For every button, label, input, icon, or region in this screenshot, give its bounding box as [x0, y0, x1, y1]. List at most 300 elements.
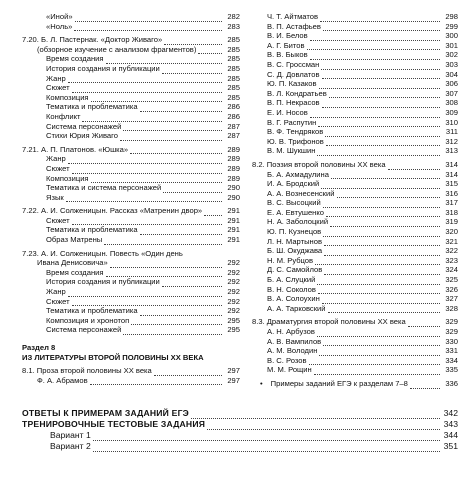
- toc-entry-page: 285: [227, 92, 240, 102]
- dot-leader: [319, 82, 440, 89]
- toc-entry[interactable]: [22, 235, 240, 245]
- toc-entry[interactable]: [22, 216, 240, 226]
- toc-entry[interactable]: [22, 164, 240, 174]
- toc-entry[interactable]: [252, 285, 458, 295]
- toc-entry[interactable]: [252, 304, 458, 314]
- toc-entry-page: 291: [227, 206, 240, 216]
- toc-entry-page: 314: [445, 169, 458, 179]
- toc-entry-page: 291: [227, 215, 240, 225]
- toc-entry[interactable]: [252, 198, 458, 208]
- toc-entry-title: А. А. Вознесенский: [267, 188, 335, 198]
- toc-entry-page: 329: [445, 317, 458, 327]
- toc-entry-title: Сюжет: [46, 215, 70, 225]
- toc-entry-page: 301: [445, 40, 458, 50]
- dot-leader: [329, 91, 440, 98]
- toc-entry[interactable]: [252, 170, 458, 180]
- toc-entry[interactable]: [252, 22, 458, 32]
- toc-entry-title: Композиция: [46, 173, 89, 183]
- toc-entry-title: Б. А. Ахмадулина: [267, 169, 329, 179]
- toc-entry-title: В. П. Астафьев: [267, 21, 321, 31]
- dot-leader: [310, 34, 440, 41]
- toc-entry[interactable]: [252, 265, 458, 275]
- toc-entry-page: 286: [227, 111, 240, 121]
- toc-entry[interactable]: [252, 208, 458, 218]
- toc-entry[interactable]: [252, 118, 458, 128]
- toc-entry-page: 291: [227, 235, 240, 245]
- toc-entry[interactable]: [22, 316, 240, 326]
- dot-leader: [72, 299, 222, 306]
- toc-entry[interactable]: [252, 237, 458, 247]
- dot-leader: [110, 261, 222, 268]
- toc-entry-page: 287: [227, 131, 240, 141]
- dot-leader: [93, 445, 440, 452]
- toc-entry-page: 299: [445, 21, 458, 31]
- toc-entry[interactable]: [252, 31, 458, 41]
- toc-entry-page: 311: [445, 127, 458, 137]
- toc-entry-title: В. Ф. Тендряков: [267, 127, 324, 137]
- toc-entry-page: 285: [227, 44, 240, 54]
- toc-entry[interactable]: [22, 12, 240, 22]
- toc-entry-title: Б. А. Слуцкий: [267, 275, 316, 285]
- toc-entry-title: Вариант 2: [50, 441, 91, 451]
- dot-leader: [198, 47, 222, 54]
- dot-leader: [326, 210, 440, 217]
- toc-entry-page: 351: [443, 441, 458, 451]
- dot-leader: [207, 423, 440, 430]
- toc-entry-title: Н. А. Заболоцкий: [267, 217, 329, 227]
- toc-entry[interactable]: [22, 131, 240, 141]
- dot-leader: [331, 172, 440, 179]
- toc-entry[interactable]: [252, 79, 458, 89]
- dot-leader: [72, 86, 222, 93]
- toc-entry-title: Время создания: [46, 54, 104, 64]
- toc-entry[interactable]: [252, 98, 458, 108]
- toc-entry-page: 286: [227, 102, 240, 112]
- dot-leader: [323, 230, 440, 237]
- toc-entry[interactable]: [22, 112, 240, 122]
- toc-entry-page: 285: [227, 35, 240, 45]
- toc-entry-title: Конфликт: [46, 111, 81, 121]
- toc-entry[interactable]: [22, 93, 240, 103]
- toc-entry[interactable]: [22, 83, 240, 93]
- dot-leader: [388, 163, 440, 170]
- toc-entry[interactable]: [252, 89, 458, 99]
- toc-right-column: [252, 12, 458, 389]
- toc-entry-title: 7.23. А. И. Солженицын. Повесть «Один день: [22, 248, 183, 258]
- toc-entry-title: История создания и публикации: [46, 277, 160, 287]
- toc-entry-page: 317: [445, 198, 458, 208]
- toc-entry-title: Сюжет: [46, 296, 70, 306]
- toc-entry[interactable]: [22, 193, 240, 203]
- dot-leader: [307, 43, 440, 50]
- toc-entry-page: 310: [445, 117, 458, 127]
- toc-entry-page: 306: [445, 79, 458, 89]
- toc-entry-page: 291: [227, 225, 240, 235]
- toc-entry-title: Образ Матрены: [46, 235, 103, 245]
- toc-entry[interactable]: [252, 70, 458, 80]
- dot-leader: [310, 53, 440, 60]
- toc-entry[interactable]: [22, 297, 240, 307]
- toc-entry-title: В. Г. Распутин: [267, 117, 317, 127]
- section-title: ИЗ ЛИТЕРАТУРЫ ВТОРОЙ ПОЛОВИНЫ XX ВЕКА: [22, 352, 204, 362]
- toc-entry-title: А. Г. Битов: [267, 40, 305, 50]
- dot-leader: [90, 378, 222, 385]
- toc-entry[interactable]: [22, 22, 240, 32]
- toc-entry-title: В. С. Высоцкий: [267, 198, 321, 208]
- toc-entry-title: Тематика и проблематика: [46, 102, 138, 112]
- toc-entry[interactable]: [22, 325, 240, 335]
- toc-entry-title: Жанр: [46, 154, 66, 164]
- dot-leader: [106, 270, 223, 277]
- toc-entry[interactable]: [22, 64, 240, 74]
- toc-entry-page: 330: [445, 336, 458, 346]
- toc-entry[interactable]: [252, 146, 458, 156]
- toc-entry-title: «Иной»: [46, 12, 73, 21]
- dot-leader: [315, 258, 440, 265]
- toc-entry[interactable]: [22, 183, 240, 193]
- dot-leader: [326, 139, 440, 146]
- toc-entry-title: В. И. Белов: [267, 31, 308, 41]
- toc-entry[interactable]: [22, 249, 240, 259]
- toc-entry[interactable]: [22, 376, 240, 386]
- dot-leader: [310, 111, 440, 118]
- section-label: Раздел 8: [22, 343, 56, 352]
- toc-entry-page: 292: [227, 296, 240, 306]
- dot-leader: [309, 358, 440, 365]
- toc-entry-title: Н. М. Рубцов: [267, 255, 314, 265]
- toc-entry-page: 304: [445, 69, 458, 79]
- dot-leader: [317, 278, 440, 285]
- toc-entry[interactable]: [252, 127, 458, 137]
- toc-entry[interactable]: [22, 268, 240, 278]
- toc-entry-title: • Примеры заданий ЕГЭ к разделам 7–8: [260, 379, 408, 389]
- toc-entry[interactable]: [252, 256, 458, 266]
- toc-entry-page: 323: [445, 255, 458, 265]
- dot-leader: [140, 228, 222, 235]
- toc-entry-title: С. Д. Довлатов: [267, 69, 320, 79]
- toc-entry-title: Язык: [46, 192, 64, 202]
- toc-bottom-block: [22, 408, 458, 452]
- toc-entry-page: 283: [227, 21, 240, 31]
- dot-leader: [123, 124, 222, 131]
- toc-entry-page: 292: [227, 277, 240, 287]
- toc-entry-page: 322: [445, 246, 458, 256]
- toc-entry-title: ТРЕНИРОВОЧНЫЕ ТЕСТОВЫЕ ЗАДАНИЯ: [22, 419, 206, 429]
- toc-entry-page: 318: [445, 207, 458, 217]
- toc-entry[interactable]: [252, 294, 458, 304]
- dot-leader: [318, 287, 440, 294]
- toc-entry[interactable]: [22, 174, 240, 184]
- toc-entry-title: В. В. Быков: [267, 50, 308, 60]
- toc-entry-title: 8.3. Драматургия второй половины XX века: [252, 317, 406, 327]
- toc-entry-title: 7.22. А. И. Солженицын. Рассказ «Матренин двор»: [22, 206, 203, 216]
- toc-entry[interactable]: [252, 50, 458, 60]
- toc-entry-title: Жанр: [46, 287, 66, 297]
- toc-entry[interactable]: [22, 408, 458, 419]
- dot-leader: [324, 268, 440, 275]
- toc-entry-page: 308: [445, 98, 458, 108]
- toc-entry-page: 292: [227, 267, 240, 277]
- toc-entry-page: 309: [445, 107, 458, 117]
- toc-entry-title: 8.1. Проза второй половины XX века: [22, 366, 152, 376]
- toc-entry[interactable]: [22, 225, 240, 235]
- toc-entry-title: История создания и публикации: [46, 63, 160, 73]
- toc-entry-page: 329: [445, 327, 458, 336]
- toc-entry-title: Ф. А. Абрамов: [37, 375, 88, 385]
- dot-leader: [318, 120, 440, 127]
- toc-entry-title: В. Л. Кондратьев: [267, 88, 327, 98]
- dot-leader: [68, 76, 222, 83]
- toc-entry-page: 344: [443, 430, 458, 440]
- dot-leader: [130, 147, 222, 154]
- toc-entry-page: 315: [445, 179, 458, 189]
- toc-entry[interactable]: [22, 366, 240, 376]
- toc-entry-title: Ч. Т. Айтматов: [267, 12, 319, 21]
- dot-leader: [140, 105, 222, 112]
- toc-entry-title: «Ноль»: [46, 21, 73, 31]
- toc-entry-title: В. П. Некрасов: [267, 98, 320, 108]
- toc-entry-title: Л. Н. Мартынов: [267, 236, 322, 246]
- dot-leader: [82, 115, 222, 122]
- dot-leader: [324, 239, 440, 246]
- toc-left-column: [22, 12, 240, 385]
- toc-entry[interactable]: [22, 45, 240, 55]
- toc-entry[interactable]: [252, 337, 458, 347]
- dot-leader: [322, 72, 440, 79]
- toc-entry-page: 282: [227, 12, 240, 21]
- dot-leader: [68, 290, 222, 297]
- toc-entry-title: (обзорное изучение с анализом фрагментов): [37, 44, 197, 54]
- toc-entry[interactable]: [22, 122, 240, 132]
- toc-entry[interactable]: [22, 258, 240, 268]
- toc-entry[interactable]: [252, 108, 458, 118]
- toc-entry-page: 295: [227, 325, 240, 335]
- toc-entry-page: 285: [227, 73, 240, 83]
- toc-entry-page: 303: [445, 59, 458, 69]
- dot-leader: [337, 191, 441, 198]
- toc-entry[interactable]: [252, 60, 458, 70]
- toc-entry[interactable]: [22, 306, 240, 316]
- dot-leader: [328, 306, 441, 313]
- toc-entry[interactable]: [252, 227, 458, 237]
- toc-entry[interactable]: [22, 441, 458, 452]
- toc-entry-page: 325: [445, 275, 458, 285]
- dot-leader: [154, 369, 222, 376]
- dot-leader: [74, 24, 222, 31]
- toc-entry-page: 290: [227, 192, 240, 202]
- toc-entry[interactable]: [22, 102, 240, 112]
- toc-entry-title: Тематика и проблематика: [46, 225, 138, 235]
- toc-entry-page: 307: [445, 88, 458, 98]
- toc-entry-page: 312: [445, 136, 458, 146]
- toc-entry-title: 7.20. Б. Л. Пастернак. «Доктор Живаго»: [22, 35, 163, 45]
- toc-entry-title: Тематика и система персонажей: [46, 183, 162, 193]
- toc-entry-page: 313: [445, 146, 458, 156]
- toc-entry-title: Е. И. Носов: [267, 107, 308, 117]
- toc-entry-title: Тематика и проблематика: [46, 306, 138, 316]
- dot-leader: [323, 339, 440, 346]
- toc-entry-title: А. А. Тарковский: [267, 303, 326, 313]
- toc-entry[interactable]: [22, 206, 240, 216]
- toc-entry[interactable]: [22, 74, 240, 84]
- toc-entry[interactable]: [252, 365, 458, 375]
- toc-entry-page: 290: [227, 183, 240, 193]
- toc-entry[interactable]: [252, 379, 458, 389]
- toc-entry-title: 7.21. А. П. Платонов. «Юшка»: [22, 144, 129, 154]
- toc-entry-page: 297: [227, 366, 240, 376]
- toc-entry-title: Б. Ш. Окуджава: [267, 246, 323, 256]
- toc-entry-title: А. Н. Арбузов: [267, 327, 315, 336]
- dot-leader: [66, 195, 222, 202]
- dot-leader: [91, 176, 222, 183]
- dot-leader: [123, 328, 222, 335]
- toc-entry-page: 292: [227, 306, 240, 316]
- divider: [22, 404, 458, 405]
- dot-leader: [163, 186, 222, 193]
- toc-entry-page: 324: [445, 265, 458, 275]
- toc-entry-title: Ю. П. Казаков: [267, 79, 317, 89]
- toc-entry[interactable]: [22, 154, 240, 164]
- toc-entry-title: М. М. Рощин: [267, 365, 312, 375]
- dot-leader: [324, 249, 440, 256]
- toc-entry-page: 295: [227, 315, 240, 325]
- toc-entry[interactable]: [252, 356, 458, 366]
- toc-entry[interactable]: [22, 35, 240, 45]
- dot-leader: [162, 67, 222, 74]
- toc-entry-page: 297: [227, 375, 240, 385]
- dot-leader: [164, 38, 222, 45]
- toc-entry-title: ОТВЕТЫ К ПРИМЕРАМ ЗАДАНИЙ ЕГЭ: [22, 408, 189, 418]
- dot-leader: [162, 280, 222, 287]
- toc-entry-title: Время создания: [46, 267, 104, 277]
- toc-entry-page: 302: [445, 50, 458, 60]
- toc-entry-page: 285: [227, 83, 240, 93]
- toc-entry[interactable]: [22, 287, 240, 297]
- toc-entry[interactable]: [252, 275, 458, 285]
- dot-leader: [321, 182, 440, 189]
- dot-leader: [410, 382, 440, 389]
- toc-entry-title: В. С. Розов: [267, 355, 307, 365]
- dot-leader: [75, 15, 222, 22]
- dot-leader: [72, 218, 222, 225]
- dot-leader: [204, 209, 222, 216]
- dot-leader: [317, 149, 440, 156]
- toc-entry-title: В. Н. Соколов: [267, 284, 316, 294]
- toc-entry-page: 289: [227, 144, 240, 154]
- toc-entry-page: 342: [443, 408, 458, 418]
- toc-entry-page: 289: [227, 163, 240, 173]
- toc-entry[interactable]: [252, 217, 458, 227]
- dot-leader: [321, 63, 440, 70]
- toc-entry-title: Система персонажей: [46, 325, 122, 335]
- toc-entry[interactable]: [252, 189, 458, 199]
- toc-entry-title: В. А. Солоухин: [267, 294, 320, 304]
- dot-leader: [325, 130, 440, 137]
- dot-leader: [323, 24, 440, 31]
- toc-entry-page: 326: [445, 284, 458, 294]
- toc-entry-title: Жанр: [46, 73, 66, 83]
- toc-entry-page: 334: [445, 355, 458, 365]
- toc-entry-page: 335: [445, 365, 458, 375]
- toc-entry-title: Ю. В. Трифонов: [267, 136, 324, 146]
- toc-entry[interactable]: [22, 145, 240, 155]
- toc-entry[interactable]: [22, 54, 240, 64]
- toc-entry[interactable]: [252, 246, 458, 256]
- toc-entry-title: Ю. П. Кузнецов: [267, 227, 322, 237]
- toc-entry[interactable]: [252, 160, 458, 170]
- toc-entry[interactable]: [252, 179, 458, 189]
- toc-entry-page: 327: [445, 294, 458, 304]
- toc-entry[interactable]: [252, 137, 458, 147]
- toc-entry-page: 289: [227, 173, 240, 183]
- toc-entry-title: 8.2. Поэзия второй половины XX века: [252, 159, 386, 169]
- toc-entry-page: 289: [227, 154, 240, 164]
- dot-leader: [91, 95, 222, 102]
- toc-entry-title: Е. А. Евтушенко: [267, 207, 325, 217]
- toc-entry-page: 320: [445, 227, 458, 237]
- toc-entry-title: Стихи Юрия Живаго: [46, 131, 118, 141]
- dot-leader: [317, 330, 440, 337]
- toc-entry-title: Композиция: [46, 92, 89, 102]
- toc-entry-page: 343: [443, 419, 458, 429]
- dot-leader: [191, 412, 440, 419]
- toc-entry-page: 319: [445, 217, 458, 227]
- toc-entry-title: И. А. Бродский: [267, 179, 320, 189]
- toc-entry-title: А. М. Володин: [267, 346, 318, 356]
- toc-entry[interactable]: [22, 277, 240, 287]
- toc-entry-page: 300: [445, 31, 458, 41]
- toc-entry-title: Вариант 1: [50, 430, 91, 440]
- toc-entry-title: Ивана Денисовича»: [37, 258, 108, 268]
- toc-entry-page: 298: [445, 12, 458, 21]
- toc-entry-title: В. М. Шукшин: [267, 146, 316, 156]
- toc-entry-page: 336: [445, 378, 458, 388]
- toc-entry-page: 285: [227, 63, 240, 73]
- toc-entry[interactable]: [22, 419, 458, 430]
- toc-entry-page: 285: [227, 54, 240, 64]
- dot-leader: [131, 318, 222, 325]
- toc-entry-page: 328: [445, 303, 458, 313]
- toc-entry[interactable]: [22, 430, 458, 441]
- dot-leader: [320, 15, 440, 22]
- toc-entry-title: А. В. Вампилов: [267, 336, 322, 346]
- toc-entry-page: 287: [227, 121, 240, 131]
- dot-leader: [68, 157, 222, 164]
- toc-entry-page: 292: [227, 258, 240, 268]
- dot-leader: [120, 134, 222, 141]
- toc-entry[interactable]: [252, 346, 458, 356]
- toc-entry-page: 331: [445, 346, 458, 356]
- toc-entry-page: 314: [445, 159, 458, 169]
- toc-entry-title: Сюжет: [46, 163, 70, 173]
- toc-entry-title: Композиция и хронотоп: [46, 315, 130, 325]
- toc-entry-title: Сюжет: [46, 83, 70, 93]
- dot-leader: [408, 320, 440, 327]
- toc-entry[interactable]: [252, 41, 458, 51]
- dot-leader: [323, 201, 440, 208]
- toc-entry[interactable]: [252, 317, 458, 327]
- dot-leader: [319, 349, 440, 356]
- dot-leader: [322, 297, 440, 304]
- dot-leader: [106, 57, 223, 64]
- toc-entry[interactable]: [252, 327, 458, 337]
- toc-entry[interactable]: [252, 12, 458, 22]
- dot-leader: [93, 434, 440, 441]
- toc-entry-title: Д. С. Самойлов: [267, 265, 323, 275]
- dot-leader: [72, 167, 222, 174]
- toc-entry-title: В. С. Гроссман: [267, 59, 320, 69]
- toc-entry-page: 292: [227, 287, 240, 297]
